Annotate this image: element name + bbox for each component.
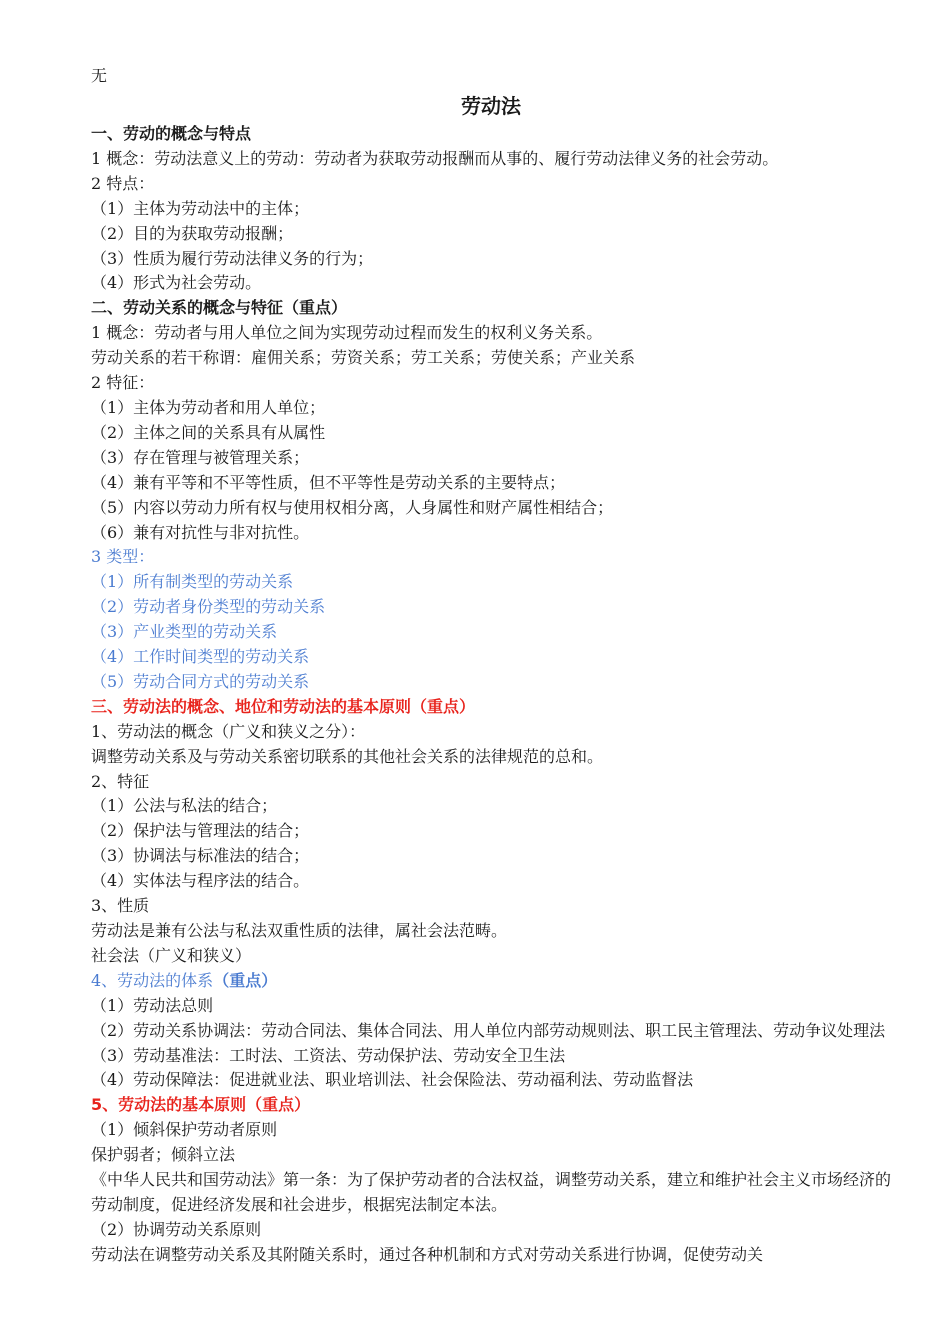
- list-item: （1）主体为劳动者和用人单位；: [91, 397, 326, 417]
- list-item: （5）劳动合同方式的劳动关系: [91, 671, 310, 691]
- principle-1-note: 保护弱者；倾斜立法: [91, 1145, 236, 1165]
- s2-concept: 1 概念：劳动者与用人单位之间为实现劳动过程而发生的权利义务关系。: [91, 323, 603, 343]
- list-item: （1）主体为劳动法中的主体；: [91, 198, 310, 218]
- list-item: （4）劳动保障法：促进就业法、职业培训法、社会保险法、劳动福利法、劳动监督法: [91, 1070, 694, 1090]
- list-item: （3）劳动基准法：工时法、工资法、劳动保护法、劳动安全卫生法: [91, 1045, 566, 1065]
- list-item: （1）所有制类型的劳动关系: [91, 572, 294, 592]
- header-mark: 无: [91, 66, 108, 85]
- s2-feat-label: 2 特征：: [91, 373, 155, 393]
- section-2-heading: 二、劳动关系的概念与特征（重点）: [91, 298, 348, 318]
- s3-system-label: 4、劳动法的体系: [91, 970, 214, 990]
- section-3-heading: 三、劳动法的概念、地位和劳动法的基本原则（重点）: [91, 696, 476, 716]
- s3-system-key: （重点）: [213, 970, 278, 990]
- s1-concept: 1 概念：劳动法意义上的劳动：劳动者为获取劳动报酬而从事的、履行劳动法律义务的社会劳动。: [91, 148, 779, 168]
- principle-heading: 5、劳动法的基本原则（重点）: [91, 1095, 311, 1115]
- list-item: （2）劳动关系协调法：劳动合同法、集体合同法、用人单位内部劳动规则法、职工民主管理法、劳动争议处理法: [91, 1020, 886, 1040]
- s2-type-label: 3 类型：: [91, 547, 155, 567]
- list-item: （4）兼有平等和不平等性质，但不平等性是劳动关系的主要特点；: [91, 472, 566, 492]
- principle-1: （1）倾斜保护劳动者原则: [91, 1120, 278, 1140]
- list-item: （2）主体之间的关系具有从属性: [91, 422, 326, 442]
- list-item: （5）内容以劳动力所有权与使用权相分离，人身属性和财产属性相结合；: [91, 497, 614, 517]
- s1-feat-label: 2 特点：: [91, 173, 155, 193]
- document-title: 劳动法: [461, 94, 521, 118]
- s3-feat-label: 2、特征: [91, 771, 150, 791]
- list-item: （4）形式为社会劳动。: [91, 273, 262, 293]
- list-item: （6）兼有对抗性与非对抗性。: [91, 522, 310, 542]
- principle-1-quote: 《中华人民共和国劳动法》第一条：为了保护劳动者的合法权益，调整劳动关系，建立和维护社会主义市场经济的劳动制度，促进经济发展和社会进步，根据宪法制定本法。: [91, 1170, 892, 1214]
- s3-nature-label: 3、性质: [91, 896, 150, 916]
- section-1-heading: 一、劳动的概念与特点: [91, 124, 252, 143]
- list-item: （4）实体法与程序法的结合。: [91, 871, 310, 891]
- s2-names: 劳动关系的若干称谓：雇佣关系；劳资关系；劳工关系；劳使关系；产业关系: [91, 348, 636, 368]
- list-item: （3）存在管理与被管理关系；: [91, 447, 310, 467]
- s3-concept-label: 1、劳动法的概念（广义和狭义之分）：: [91, 721, 366, 741]
- list-item: （2）保护法与管理法的结合；: [91, 821, 310, 841]
- list-item: （1）公法与私法的结合；: [91, 796, 278, 816]
- list-item: （3）性质为履行劳动法律义务的行为；: [91, 248, 374, 268]
- list-item: （3）协调法与标准法的结合；: [91, 846, 310, 866]
- principle-2: （2）协调劳动关系原则: [91, 1219, 262, 1239]
- list-item: （1）劳动法总则: [91, 995, 214, 1015]
- s3-concept: 调整劳动关系及与劳动关系密切联系的其他社会关系的法律规范的总和。: [91, 746, 604, 766]
- principle-2-text: 劳动法在调整劳动关系及其附随关系时，通过各种机制和方式对劳动关系进行协调，促使劳动关: [91, 1244, 764, 1264]
- s3-social-law: 社会法（广义和狭义）: [91, 945, 252, 965]
- list-item: （3）产业类型的劳动关系: [91, 622, 278, 642]
- s3-nature: 劳动法是兼有公法与私法双重性质的法律，属社会法范畴。: [91, 921, 508, 940]
- list-item: （4）工作时间类型的劳动关系: [91, 647, 310, 667]
- document-page: [91, 62, 891, 1268]
- list-item: （2）目的为获取劳动报酬；: [91, 223, 294, 243]
- s3-system-heading: [91, 969, 891, 994]
- list-item: （2）劳动者身份类型的劳动关系: [91, 597, 326, 617]
